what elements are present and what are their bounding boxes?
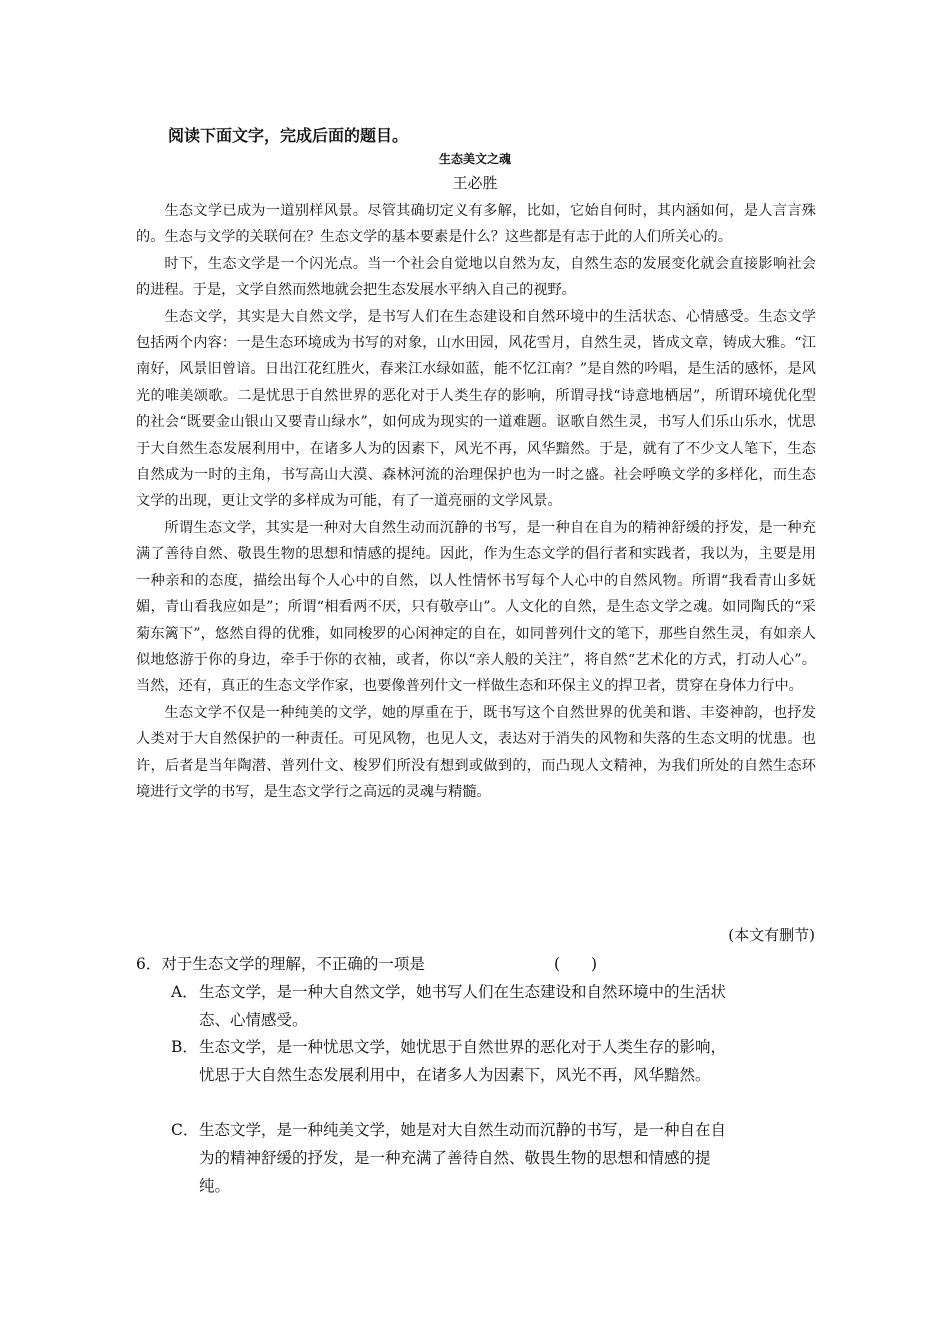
option-text: 生态文学，是一种纯美文学，她是对大自然生动而沉静的书写，是一种自在自为的精神舒缓的抒发，是一种充满了善待自然、敬畏生物的思想和情感的提纯。 bbox=[199, 1121, 727, 1195]
option-a bbox=[171, 978, 731, 1034]
reading-instruction: 阅读下面文字，完成后面的题目。 bbox=[168, 126, 409, 145]
option-b bbox=[171, 1033, 731, 1089]
paragraph: 所谓生态文学，其实是一种对大自然生动而沉静的书写，是一种自在自为的精神舒缓的抒发，是一种充满了善待自然、敬畏生物的思想和情感的提纯。因此，作为生态文学的倡行者和实践者，我以为，主要是用一种亲和的态度，描绘出每个人心中的自然，以人性情怀书写每个人心中的自然风物。所谓“我看青山多妩媚，青山看我应如是”；所谓“相看两不厌，只有敬亭山”。人文化的自然，是生态文学之魂。如同陶氏的“采菊东篱下”，悠然自得的优雅，如同梭罗的心闲神定的自在，如同普列什文的笔下，那些自然生灵，有如亲人似地悠游于你的身边，牵手于你的衣袖，或者，你以“亲人般的关注”，将自然“艺术化的方式，打动人心”。当然，还有，真正的生态文学作家，也要像普列什文一样做生态和环保主义的捍卫者，贯穿在身体力行中。 bbox=[136, 519, 816, 695]
article-author: 王必胜 bbox=[452, 174, 498, 192]
answer-blank: ( ) bbox=[554, 955, 598, 973]
article-body bbox=[136, 198, 816, 805]
option-c bbox=[171, 1116, 731, 1200]
option-letter: A． bbox=[171, 983, 198, 1001]
article-title: 生态美文之魂 bbox=[438, 152, 511, 166]
option-text: 生态文学，是一种忧思文学，她忧思于自然世界的恶化对于人类生存的影响，忧思于大自然生态发展利用中，在诸多人为因素下，风光不再，风华黯然。 bbox=[199, 1038, 727, 1084]
option-text: 生态文学，是一种大自然文学，她书写人们在生态建设和自然环境中的生活状态、心情感受。 bbox=[199, 983, 727, 1029]
abridged-note: (本文有删节) bbox=[728, 926, 815, 944]
option-letter: C． bbox=[171, 1121, 199, 1139]
paragraph: 生态文学已成为一道别样风景。尽管其确切定义有多解，比如，它始自何时，其内涵如何，是人言言殊的。生态与文学的关联何在？生态文学的基本要素是什么？这些都是有志于此的人们所关心的。 bbox=[136, 203, 816, 246]
option-letter: B． bbox=[171, 1038, 198, 1056]
paragraph: 生态文学，其实是大自然文学，是书写人们在生态建设和自然环境中的生活状态、心情感受。生态文学包括两个内容：一是生态环境成为书写的对象，山水田园，风花雪月，自然生灵，皆成文章，铸成大雅。“江南好，风景旧曾谙。日出江花红胜火，春来江水绿如蓝，能不忆江南？”是自然的吟唱，是生活的感怀，是风光的唯美颂歌。二是忧思于自然世界的恶化对于人类生存的影响，所谓寻找“诗意地栖居”，所谓环境优化型的社会“既要金山银山又要青山绿水”，如何成为现实的一道难题。讴歌自然生灵，书写人们乐山乐水，忧思于大自然生态发展利用中，在诸多人为的因素下，风光不再，风华黯然。于是，就有了不少文人笔下，生态自然成为一时的主角，书写高山大漠、森林河流的治理保护也为一时之盛。社会呼唤文学的多样化，而生态文学的出现，更让文学的多样成为可能，有了一道亮丽的文学风景。 bbox=[136, 308, 816, 510]
question-stem: 6．对于生态文学的理解，不正确的一项是 bbox=[136, 955, 425, 973]
paragraph: 时下，生态文学是一个闪光点。当一个社会自觉地以自然为友，自然生态的发展变化就会直接影响社会的进程。于是，文学自然而然地就会把生态发展水平纳入自己的视野。 bbox=[136, 255, 816, 299]
paragraph: 生态文学不仅是一种纯美的文学，她的厚重在于，既书写这个自然世界的优美和谐、丰姿神韵，也抒发人类对于大自然保护的一种责任。可见风物，也见人文，表达对于消失的风物和失落的生态文明的忧患。也许，后者是当年陶潜、普列什文、梭罗们所没有想到或做到的，而凸现人文精神，为我们所处的自然生态环境进行文学的书写，是生态文学行之高远的灵魂与精髓。 bbox=[136, 704, 816, 800]
